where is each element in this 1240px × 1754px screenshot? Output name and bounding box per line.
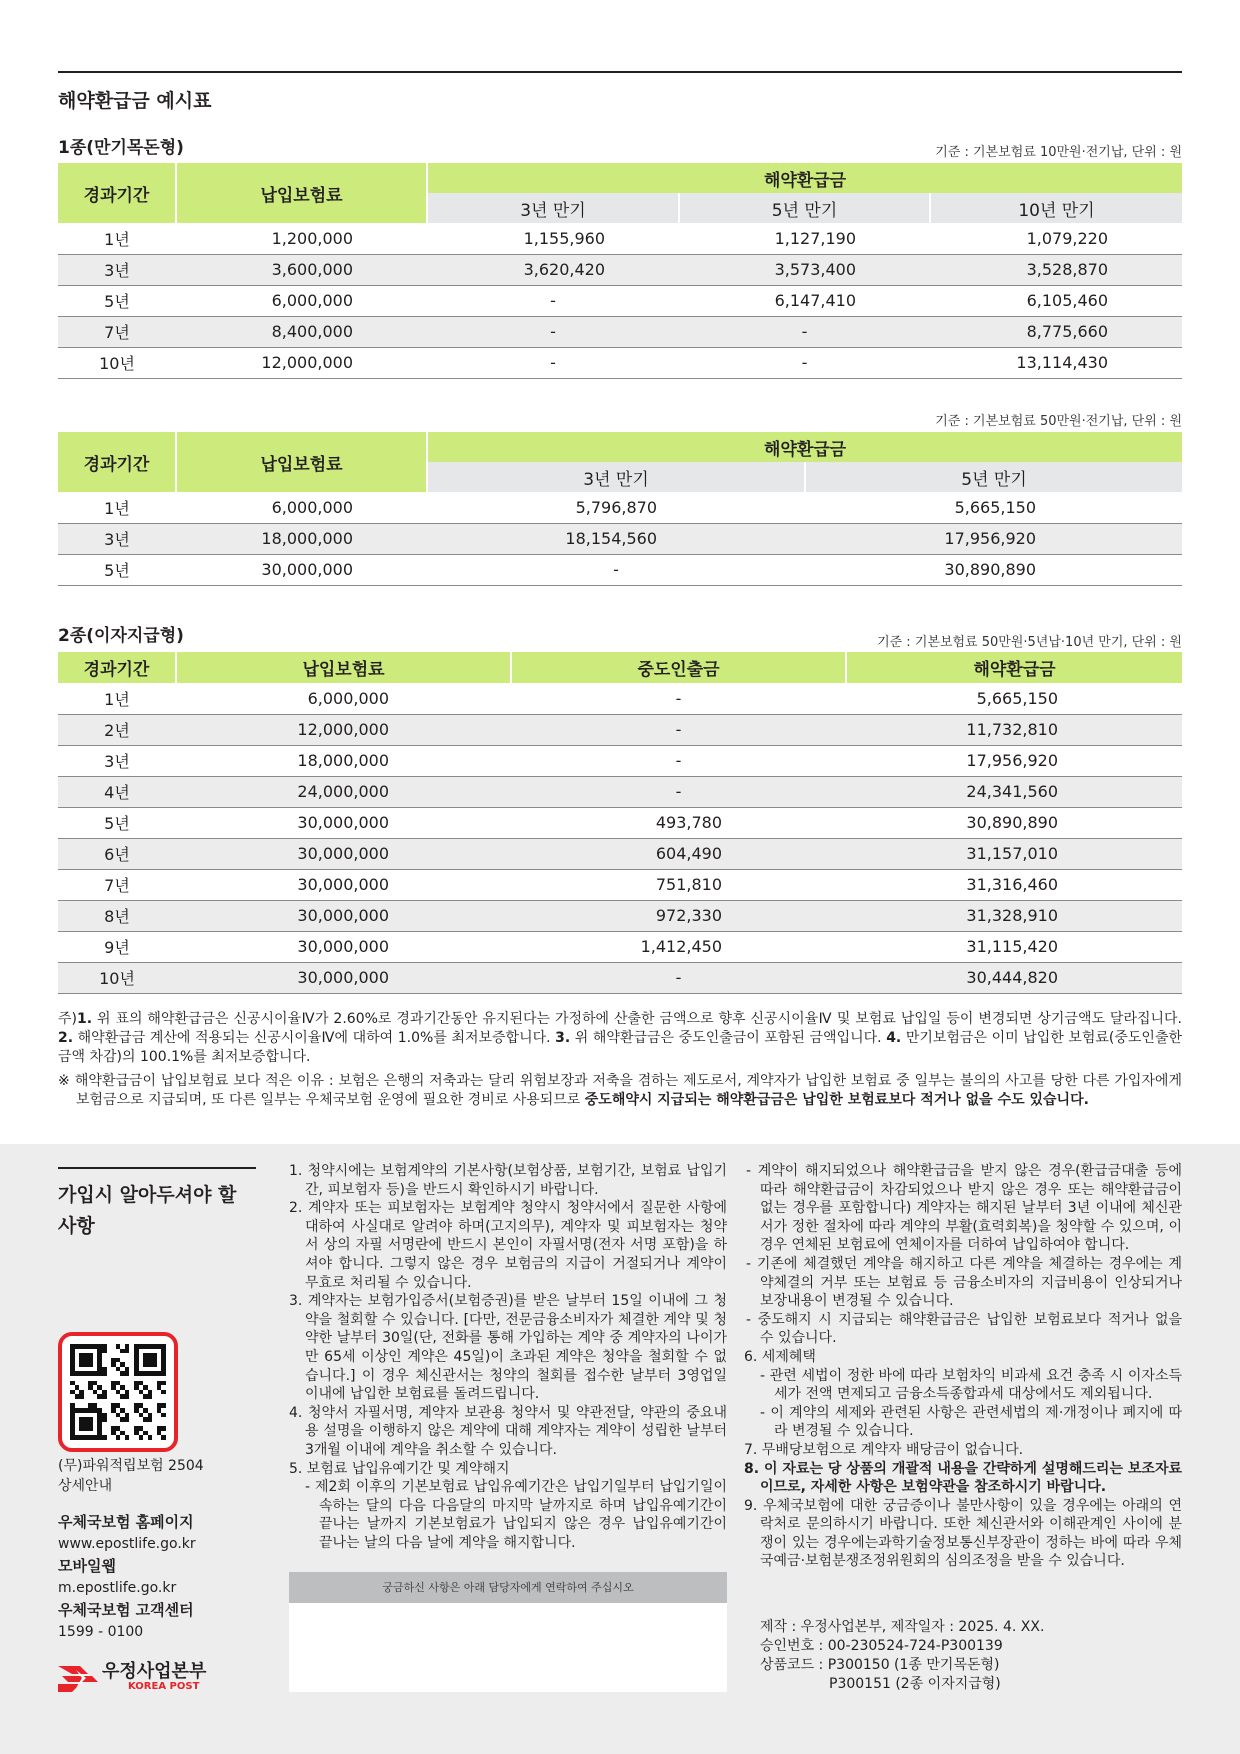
info-column-2: [744, 1162, 1182, 1571]
info-item: 1. 청약시에는 보험계약의 기본사항(보험상품, 보험기간, 보험료 납입기간, 피보험자 등)을 반드시 확인하시기 바랍니다.: [289, 1163, 727, 1198]
table2-header-sub: 3년 만기: [427, 462, 805, 492]
contact-box: [289, 1572, 727, 1692]
period-cell: 3년: [58, 745, 176, 776]
info-column-1: [289, 1162, 727, 1552]
value-cell: 24,000,000: [176, 776, 511, 807]
logo-text: 우정사업본부: [102, 1661, 207, 1682]
logo-sub: KOREA POST: [128, 1681, 200, 1692]
table-row: [58, 492, 1182, 523]
value-cell: 30,000,000: [176, 554, 427, 585]
info-subitem: - 이 계약의 세제와 관련된 사항은 관련세법의 제·개정이나 폐지에 따라 변경될 수 있습니다.: [760, 1404, 1182, 1440]
info-item: 8. 이 자료는 당 상품의 개괄적 내용을 간략하게 설명해드리는 보조자료이므로, 자세한 사항은 보험약관을 참조하시기 바랍니다.: [744, 1460, 1182, 1496]
table3-body: [58, 683, 1182, 993]
production-info: 제작 : 우정사업본부, 제작일자 : 2025. 4. XX. 승인번호 : 00-230524-724-P300139 상품코드 : P300150 (1종 만기목돈형) P300151 (2종 이자지급형): [760, 1619, 1045, 1692]
value-cell: 31,316,460: [846, 869, 1182, 900]
value-cell: 3,528,870: [930, 254, 1182, 285]
period-cell: 1년: [58, 683, 176, 714]
note-number: 1.: [77, 1011, 93, 1027]
value-cell: -: [511, 683, 846, 714]
footnote-2: ※ 해약환급금이 납입보험료 보다 적은 이유 : 보험은 은행의 저축과는 달리 위험보장과 저축을 겸하는 제도로서, 계약자가 납입한 보험료 중 일부는 불의의 사고를 당한 다른 가입자에게 보험금으로 지급되며, 또 다른 일부는 우체국보험 운영에 필요한 경비로 사용되므로 중도해약시 지급되는 해약환급금은 납입한 보험료보다 적거나 없을 수도 있습니다.: [58, 1073, 1182, 1108]
table-row: [58, 554, 1182, 585]
table-row: [58, 900, 1182, 931]
table-row: [58, 745, 1182, 776]
period-cell: 10년: [58, 962, 176, 993]
center-label: 우체국보험 고객센터: [58, 1601, 194, 1619]
value-cell: 30,000,000: [176, 962, 511, 993]
value-cell: 1,155,960: [427, 223, 679, 254]
note-text: 위 해약환급금은 중도인출금이 포함된 금액입니다.: [570, 1030, 887, 1046]
value-cell: 6,147,410: [679, 285, 930, 316]
value-cell: 12,000,000: [176, 347, 427, 378]
info-title: 가입시 알아두셔야 할 사항: [58, 1184, 237, 1237]
table-row: [58, 254, 1182, 285]
value-cell: 1,412,450: [511, 931, 846, 962]
value-cell: 31,157,010: [846, 838, 1182, 869]
table3-header: 경과기간: [58, 652, 176, 683]
note-text: 만기보험금은 이미 납입한 보험료(중도인출한 금액 차감)의 100.1%를 최저보증합니다.: [58, 1030, 1183, 1065]
value-cell: 30,000,000: [176, 838, 511, 869]
value-cell: -: [511, 962, 846, 993]
value-cell: -: [427, 554, 805, 585]
value-cell: -: [511, 714, 846, 745]
info-item: 5. 보험료 납입유예기간 및 계약해지: [289, 1460, 510, 1477]
table-row: [58, 869, 1182, 900]
footnote-1: 주)1. 위 표의 해약환급금은 신공시이율Ⅳ가 2.60%로 경과기간동안 유지된다는 가정하에 산출한 금액으로 향후 신공시이율Ⅳ 및 보험료 납입일 등이 변경되면 상기금액도 달라집니다. 2. 해약환급금 계산에 적용되는 신공시이율Ⅳ에 대하여 1.0%를 최저보증합니다. 3. 위 해약환급금은 중도인출금이 포함된 금액입니다. 4. 만기보험금은 이미 납입한 보험료(중도인출한 금액 차감)의 100.1%를 최저보증합니다.: [58, 1011, 1183, 1065]
value-cell: -: [427, 347, 679, 378]
table2: [58, 432, 1182, 586]
info-subitem: - 관련 세법이 정한 바에 따라 보험차익 비과세 요건 충족 시 이자소득세가 전액 면제되고 금융소득종합과세 대상에서도 제외됩니다.: [760, 1367, 1182, 1403]
value-cell: 6,000,000: [176, 492, 427, 523]
table1-header-premium: 납입보험료: [176, 163, 427, 223]
table1-header-period: 경과기간: [58, 163, 176, 223]
value-cell: 31,115,420: [846, 931, 1182, 962]
mobile-link[interactable]: m.epostlife.go.kr: [58, 1580, 177, 1596]
info-item: 7. 무배당보험으로 계약자 배당금이 없습니다.: [744, 1441, 1024, 1458]
period-cell: 10년: [58, 347, 176, 378]
note-number: 3.: [555, 1030, 571, 1046]
table1-header-sub: 10년 만기: [930, 193, 1182, 223]
value-cell: 604,490: [511, 838, 846, 869]
value-cell: 30,890,890: [846, 807, 1182, 838]
period-cell: 3년: [58, 254, 176, 285]
value-cell: 5,665,150: [805, 492, 1182, 523]
value-cell: 1,079,220: [930, 223, 1182, 254]
table-row: [58, 776, 1182, 807]
value-cell: 30,000,000: [176, 869, 511, 900]
value-cell: 11,732,810: [846, 714, 1182, 745]
value-cell: 3,620,420: [427, 254, 679, 285]
table-row: [58, 838, 1182, 869]
period-cell: 7년: [58, 869, 176, 900]
value-cell: 18,000,000: [176, 523, 427, 554]
value-cell: 30,890,890: [805, 554, 1182, 585]
period-cell: 1년: [58, 492, 176, 523]
table2-header-period: 경과기간: [58, 432, 176, 492]
mobile-label: 모바일웹: [58, 1557, 116, 1575]
value-cell: 5,665,150: [846, 683, 1182, 714]
info-subitem: - 제2회 이후의 기본보험료 납입유예기간은 납입기일부터 납입기일이 속하는 달의 다음 다음달의 마지막 날까지로 하며 납입유예기간이 끝나는 날까지 기본보험료가 납입되지 않은 경우 납입유예기간이 끝나는 날의 다음 날에 계약을 해지합니다.: [305, 1479, 727, 1551]
table2-body: [58, 492, 1182, 585]
period-cell: 5년: [58, 554, 176, 585]
table2-header-premium: 납입보험료: [176, 432, 427, 492]
info-item: 3. 계약자는 보험가입증서(보험증권)를 받은 날부터 15일 이내에 그 청약을 철회할 수 있습니다. [다만, 전문금융소비자가 체결한 계약 및 청약한 날부터 30일(단, 전화를 통해 가입하는 계약 중 계약자의 나이가 만 65세 이상인 계약은 45일)이 초과된 계약은 청약을 철회할 수 없습니다.] 이 경우 체신관서는 청약의 철회를 접수한 날부터 3영업일 이내에 납입한 보험료를 돌려드립니다.: [289, 1293, 727, 1403]
period-cell: 7년: [58, 316, 176, 347]
table3-header: 해약환급금: [846, 652, 1182, 683]
value-cell: 3,600,000: [176, 254, 427, 285]
value-cell: 24,341,560: [846, 776, 1182, 807]
table-row: [58, 807, 1182, 838]
value-cell: -: [511, 776, 846, 807]
table-row: [58, 962, 1182, 993]
note-number: 2.: [58, 1030, 74, 1046]
period-cell: 4년: [58, 776, 176, 807]
period-cell: 5년: [58, 285, 176, 316]
info-item: 6. 세제혜택: [744, 1348, 816, 1365]
table2-header-refund: 해약환급금: [427, 432, 1182, 462]
value-cell: 8,775,660: [930, 316, 1182, 347]
table-row: [58, 714, 1182, 745]
value-cell: 751,810: [511, 869, 846, 900]
table2-header-sub: 5년 만기: [805, 462, 1182, 492]
contact-head: 궁금하신 사항은 아래 담당자에게 연락하여 주십시오: [289, 1572, 727, 1603]
value-cell: 13,114,430: [930, 347, 1182, 378]
homepage-label: 우체국보험 홈페이지: [58, 1513, 194, 1531]
value-cell: 31,328,910: [846, 900, 1182, 931]
value-cell: 3,573,400: [679, 254, 930, 285]
value-cell: 17,956,920: [805, 523, 1182, 554]
period-cell: 6년: [58, 838, 176, 869]
period-cell: 2년: [58, 714, 176, 745]
value-cell: 30,000,000: [176, 900, 511, 931]
value-cell: 12,000,000: [176, 714, 511, 745]
period-cell: 1년: [58, 223, 176, 254]
info-subitem: - 계약이 해지되었으나 해약환급금을 받지 않은 경우(환급금대출 등에 따라 해약환급금이 차감되었으나 받지 않은 경우 또는 해약환급금이 없는 경우를 포함합니다) 계약자는 해지된 날부터 3년 이내에 체신관서가 정한 절차에 따라 계약의 부활(효력회복)을 청약할 수 있으며, 이 경우 연체된 보험료에 연체이자를 더하여 납입하여야 합니다.: [746, 1163, 1182, 1254]
value-cell: 493,780: [511, 807, 846, 838]
value-cell: 30,000,000: [176, 807, 511, 838]
table3-section-title: 2종(이자지급형): [58, 626, 184, 646]
table1: [58, 163, 1182, 379]
table-row: [58, 285, 1182, 316]
table3-header: 중도인출금: [511, 652, 846, 683]
note-text: 위 표의 해약환급금은 신공시이율Ⅳ가 2.60%로 경과기간동안 유지된다는 가정하에 산출한 금액으로 향후 신공시이율Ⅳ 및 보험료 납입일 등이 변경되면 상기금액도 달라집니다.: [92, 1011, 1182, 1027]
homepage-link[interactable]: www.epostlife.go.kr: [58, 1536, 196, 1552]
contact-links: [58, 1511, 196, 1643]
table1-header-sub: 5년 만기: [679, 193, 930, 223]
value-cell: -: [511, 745, 846, 776]
center-phone: 1599 - 0100: [58, 1624, 144, 1640]
value-cell: 18,154,560: [427, 523, 805, 554]
value-cell: -: [679, 316, 930, 347]
table-row: [58, 683, 1182, 714]
value-cell: 6,000,000: [176, 683, 511, 714]
table-row: [58, 316, 1182, 347]
table1-header-sub: 3년 만기: [427, 193, 679, 223]
value-cell: 17,956,920: [846, 745, 1182, 776]
top-rule: [58, 71, 1182, 73]
value-cell: 8,400,000: [176, 316, 427, 347]
table-row: [58, 347, 1182, 378]
info-rule: [58, 1167, 256, 1169]
table-row: [58, 931, 1182, 962]
table2-basis: 기준 : 기본보험료 50만원·전기납, 단위 : 원: [935, 414, 1182, 429]
table-row: [58, 523, 1182, 554]
qr-caption: (무)파워적립보험 2504 상세안내: [58, 1458, 204, 1494]
table1-basis: 기준 : 기본보험료 10만원·전기납, 단위 : 원: [935, 145, 1182, 160]
qr-code[interactable]: [58, 1332, 178, 1452]
info-subitem: - 기존에 체결했던 계약을 해지하고 다른 계약을 체결하는 경우에는 계약체결의 거부 또는 보험료 등 금융소비자의 지급비용이 인상되거나 보장내용이 변경될 수 있습니다.: [746, 1255, 1182, 1310]
info-item: 4. 청약서 자필서명, 계약자 보관용 청약서 및 약관전달, 약관의 중요내용 설명을 이행하지 않은 계약에 대해 계약자는 계약이 성립한 날부터 3개월 이내에 계약을 취소할 수 있습니다.: [289, 1404, 727, 1458]
note-number: 4.: [886, 1030, 902, 1046]
period-cell: 5년: [58, 807, 176, 838]
table1-section-title: 1종(만기목돈형): [58, 138, 184, 158]
table1-body: [58, 223, 1182, 378]
info-item: 9. 우체국보험에 대한 궁금증이나 불만사항이 있을 경우에는 아래의 연락처로 문의하시기 바랍니다. 또한 체신관서와 이해관계인 사이에 분쟁이 있는 경우에는과학기술정보통신부장관이 정하는 바에 따라 우체국예금·보험분쟁조정위원회의 심의조정을 받을 수 있습니다.: [744, 1497, 1182, 1570]
value-cell: 30,000,000: [176, 931, 511, 962]
value-cell: 1,127,190: [679, 223, 930, 254]
period-cell: 8년: [58, 900, 176, 931]
korea-post-logo: [58, 1660, 238, 1696]
table-row: [58, 223, 1182, 254]
period-cell: 9년: [58, 931, 176, 962]
table3-header: 납입보험료: [176, 652, 511, 683]
value-cell: 18,000,000: [176, 745, 511, 776]
note-text: 해약환급금 계산에 적용되는 신공시이율Ⅳ에 대하여 1.0%를 최저보증합니다.: [73, 1030, 556, 1046]
table3: [58, 652, 1182, 994]
value-cell: -: [427, 316, 679, 347]
page-title: 해약환급금 예시표: [58, 90, 212, 112]
table3-basis: 기준 : 기본보험료 50만원·5년납·10년 만기, 단위 : 원: [877, 635, 1182, 650]
value-cell: 6,000,000: [176, 285, 427, 316]
value-cell: 1,200,000: [176, 223, 427, 254]
info-subitem: - 중도해지 시 지급되는 해약환급금은 납입한 보험료보다 적거나 없을 수 있습니다.: [746, 1311, 1182, 1347]
info-item: 2. 계약자 또는 피보험자는 보험계약 청약시 청약서에서 질문한 사항에 대하여 사실대로 알려야 하며(고지의무), 계약자 및 피보험자는 청약서 상의 자필 서명란에 반드시 본인이 자필서명(전자 서명 포함)을 하셔야 합니다. 그렇지 않은 경우 보험금의 지급이 거절되거나 계약이 무효로 처리될 수 있습니다.: [289, 1200, 727, 1291]
value-cell: -: [679, 347, 930, 378]
period-cell: 3년: [58, 523, 176, 554]
value-cell: 5,796,870: [427, 492, 805, 523]
value-cell: 972,330: [511, 900, 846, 931]
value-cell: -: [427, 285, 679, 316]
table1-header-refund: 해약환급금: [427, 163, 1182, 193]
value-cell: 30,444,820: [846, 962, 1182, 993]
value-cell: 6,105,460: [930, 285, 1182, 316]
